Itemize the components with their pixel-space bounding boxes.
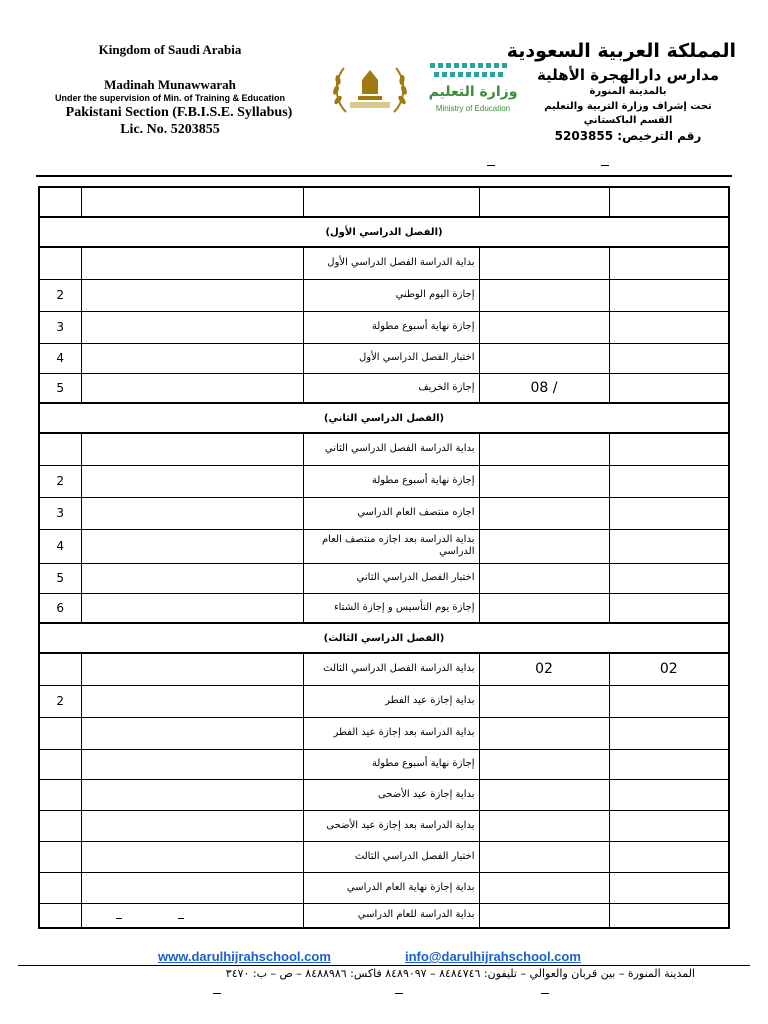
blank-cell <box>81 685 303 717</box>
row-number: 5 <box>39 563 81 593</box>
date-cell-b <box>609 593 729 623</box>
blank-cell <box>81 717 303 749</box>
row-number <box>39 841 81 872</box>
table-row <box>39 749 729 779</box>
header-dash <box>601 165 609 166</box>
activity-cell: اختبار الفصل الدراسي الأول <box>303 343 479 373</box>
calendar-body <box>39 187 729 928</box>
footer-divider <box>18 965 750 966</box>
activity-cell: بداية الدراسة للعام الدراسي <box>303 903 479 928</box>
email-link[interactable]: info@darulhijrahschool.com <box>405 949 581 964</box>
date-cell-b <box>609 465 729 497</box>
row-number <box>39 247 81 279</box>
blank-cell <box>81 373 303 403</box>
ministry-logo <box>428 60 518 120</box>
row-number <box>39 717 81 749</box>
date-cell-b <box>609 433 729 465</box>
row-number <box>39 749 81 779</box>
table-row <box>39 247 729 279</box>
academic-calendar-table <box>38 186 730 929</box>
date-cell-a <box>479 779 609 810</box>
table-dash <box>178 918 184 919</box>
date-cell-a <box>479 810 609 841</box>
blank-cell <box>81 497 303 529</box>
header-license-ar: رقم الترخيص: 5203855 <box>554 129 702 143</box>
blank-cell <box>81 433 303 465</box>
activity-cell: إجازة اليوم الوطني <box>303 279 479 311</box>
row-number: 2 <box>39 279 81 311</box>
header-school-ar: مدارس دارالهجرة الأهلية <box>536 66 720 84</box>
activity-cell: بداية الدراسة الفصل الدراسي الثالث <box>303 653 479 685</box>
table-header-row <box>39 187 729 217</box>
date-cell-b <box>609 810 729 841</box>
blank-cell <box>81 311 303 343</box>
activity-cell: إجازة الخريف <box>303 373 479 403</box>
row-number <box>39 779 81 810</box>
date-cell-b <box>609 779 729 810</box>
date-cell-a <box>479 529 609 563</box>
blank-cell <box>81 529 303 563</box>
blank-cell <box>81 653 303 685</box>
date-cell-a <box>479 593 609 623</box>
row-number: 3 <box>39 311 81 343</box>
header-divider <box>36 175 732 177</box>
row-number <box>39 433 81 465</box>
date-cell-a <box>479 872 609 903</box>
date-cell-a <box>479 841 609 872</box>
header-section-en: Pakistani Section (F.B.I.S.E. Syllabus) <box>65 105 293 120</box>
table-row <box>39 779 729 810</box>
date-cell-b <box>609 247 729 279</box>
blank-cell <box>81 279 303 311</box>
blank-cell <box>81 872 303 903</box>
table-row <box>39 311 729 343</box>
date-cell-b <box>609 311 729 343</box>
activity-cell: إجازة نهاية أسبوع مطولة <box>303 465 479 497</box>
ministry-dots-icon <box>428 60 518 84</box>
row-number: 4 <box>39 529 81 563</box>
semester-title-row <box>39 623 729 653</box>
date-cell-b <box>609 841 729 872</box>
row-number <box>39 903 81 928</box>
table-row <box>39 685 729 717</box>
table-row <box>39 465 729 497</box>
header-license-en: Lic. No. 5203855 <box>120 122 220 137</box>
date-cell-a <box>479 311 609 343</box>
date-cell-a: 02 <box>479 653 609 685</box>
table-row <box>39 872 729 903</box>
date-cell-a: 08 / <box>479 373 609 403</box>
blank-cell <box>81 749 303 779</box>
footer-dash <box>541 993 549 994</box>
ministry-logo-text-en: Ministry of Education <box>435 104 511 113</box>
blank-cell <box>81 903 303 928</box>
row-number: 3 <box>39 497 81 529</box>
activity-cell: بداية إجازة نهاية العام الدراسي <box>303 872 479 903</box>
date-cell-b <box>609 903 729 928</box>
table-row <box>39 529 729 563</box>
date-cell-b <box>609 529 729 563</box>
date-cell-b <box>609 563 729 593</box>
activity-cell: بداية الدراسة الفصل الدراسي الثاني <box>303 433 479 465</box>
header-cell <box>303 187 479 217</box>
row-number: 4 <box>39 343 81 373</box>
header-city-en: Madinah Munawwarah <box>104 77 236 92</box>
activity-cell: بداية الدراسة بعد إجازة عيد الأضحى <box>303 810 479 841</box>
footer-address: المدينة المنورة – بين قربان والعوالي – تليفون: ٨٤٨٤٧٤٦ – ٨٤٨٩٠٩٧ فاكس: ٨٤٨٨٩٨٦ – ص – ب: ٣٤٧٠ <box>225 967 695 980</box>
blank-cell <box>81 593 303 623</box>
header-cell <box>39 187 81 217</box>
date-cell-b <box>609 685 729 717</box>
header-supervision-ar: تحت إشراف وزارة التربية والتعليم <box>544 101 712 112</box>
blank-cell <box>81 563 303 593</box>
ministry-logo-text-ar: وزارة التعليم <box>428 84 518 100</box>
semester-title: (الفصل الدراسي الثاني) <box>39 403 729 433</box>
table-row <box>39 810 729 841</box>
footer-dash <box>213 993 221 994</box>
activity-cell: إجازة يوم التأسيس و إجازة الشتاء <box>303 593 479 623</box>
blank-cell <box>81 779 303 810</box>
date-cell-a <box>479 497 609 529</box>
header-country-en: Kingdom of Saudi Arabia <box>98 42 242 57</box>
header-cell <box>81 187 303 217</box>
semester-title-row <box>39 403 729 433</box>
blank-cell <box>81 465 303 497</box>
activity-cell: إجازة نهاية أسبوع مطولة <box>303 749 479 779</box>
school-logo <box>328 60 412 118</box>
row-number <box>39 872 81 903</box>
activity-cell: إجازة نهاية أسبوع مطولة <box>303 311 479 343</box>
header-country-ar: المملكة العربية السعودية <box>506 40 736 62</box>
date-cell-b <box>609 343 729 373</box>
semester-title: (الفصل الدراسي الأول) <box>39 217 729 247</box>
date-cell-a <box>479 433 609 465</box>
date-cell-a <box>479 563 609 593</box>
date-cell-a <box>479 247 609 279</box>
table-row <box>39 373 729 403</box>
date-cell-b <box>609 749 729 779</box>
activity-cell: بداية الدراسة بعد اجازه منتصف العام الدراسي <box>303 529 479 563</box>
blank-cell <box>81 247 303 279</box>
activity-cell: بداية إجازة عيد الأضحى <box>303 779 479 810</box>
semester-title-row <box>39 217 729 247</box>
row-number <box>39 810 81 841</box>
date-cell-a <box>479 685 609 717</box>
activity-cell: بداية إجازة عيد الفطر <box>303 685 479 717</box>
table-row <box>39 653 729 685</box>
website-link[interactable]: www.darulhijrahschool.com <box>158 949 331 964</box>
table-row <box>39 563 729 593</box>
date-cell-a <box>479 465 609 497</box>
row-number: 2 <box>39 685 81 717</box>
date-cell-a <box>479 749 609 779</box>
header-supervision-en: Under the supervision of Min. of Training & Education <box>54 93 285 103</box>
row-number: 2 <box>39 465 81 497</box>
header-dash <box>487 165 495 166</box>
activity-cell: بداية الدراسة الفصل الدراسي الأول <box>303 247 479 279</box>
table-row <box>39 279 729 311</box>
blank-cell <box>81 810 303 841</box>
table-row <box>39 903 729 928</box>
table-row <box>39 497 729 529</box>
date-cell-b <box>609 279 729 311</box>
table-row <box>39 841 729 872</box>
activity-cell: اجازه منتصف العام الدراسي <box>303 497 479 529</box>
activity-cell: اختبار الفصل الدراسي الثالث <box>303 841 479 872</box>
date-cell-b <box>609 497 729 529</box>
blank-cell <box>81 841 303 872</box>
table-dash <box>116 918 122 919</box>
date-cell-b <box>609 717 729 749</box>
footer-dash <box>395 993 403 994</box>
header-section-ar: القسم الباكستاني <box>583 115 673 126</box>
header-cell <box>609 187 729 217</box>
date-cell-b <box>609 373 729 403</box>
activity-cell: اختبار الفصل الدراسي الثاني <box>303 563 479 593</box>
row-number: 5 <box>39 373 81 403</box>
row-number <box>39 653 81 685</box>
table-row <box>39 433 729 465</box>
date-cell-b: 02 <box>609 653 729 685</box>
date-cell-a <box>479 717 609 749</box>
table-row <box>39 593 729 623</box>
activity-cell: بداية الدراسة بعد إجازة عيد الفطر <box>303 717 479 749</box>
date-cell-a <box>479 903 609 928</box>
table-row <box>39 717 729 749</box>
semester-title: (الفصل الدراسي الثالث) <box>39 623 729 653</box>
row-number: 6 <box>39 593 81 623</box>
header-city-ar: بالمدينة المنورة <box>589 86 667 97</box>
table-row <box>39 343 729 373</box>
date-cell-a <box>479 279 609 311</box>
date-cell-b <box>609 872 729 903</box>
date-cell-a <box>479 343 609 373</box>
header-cell <box>479 187 609 217</box>
blank-cell <box>81 343 303 373</box>
